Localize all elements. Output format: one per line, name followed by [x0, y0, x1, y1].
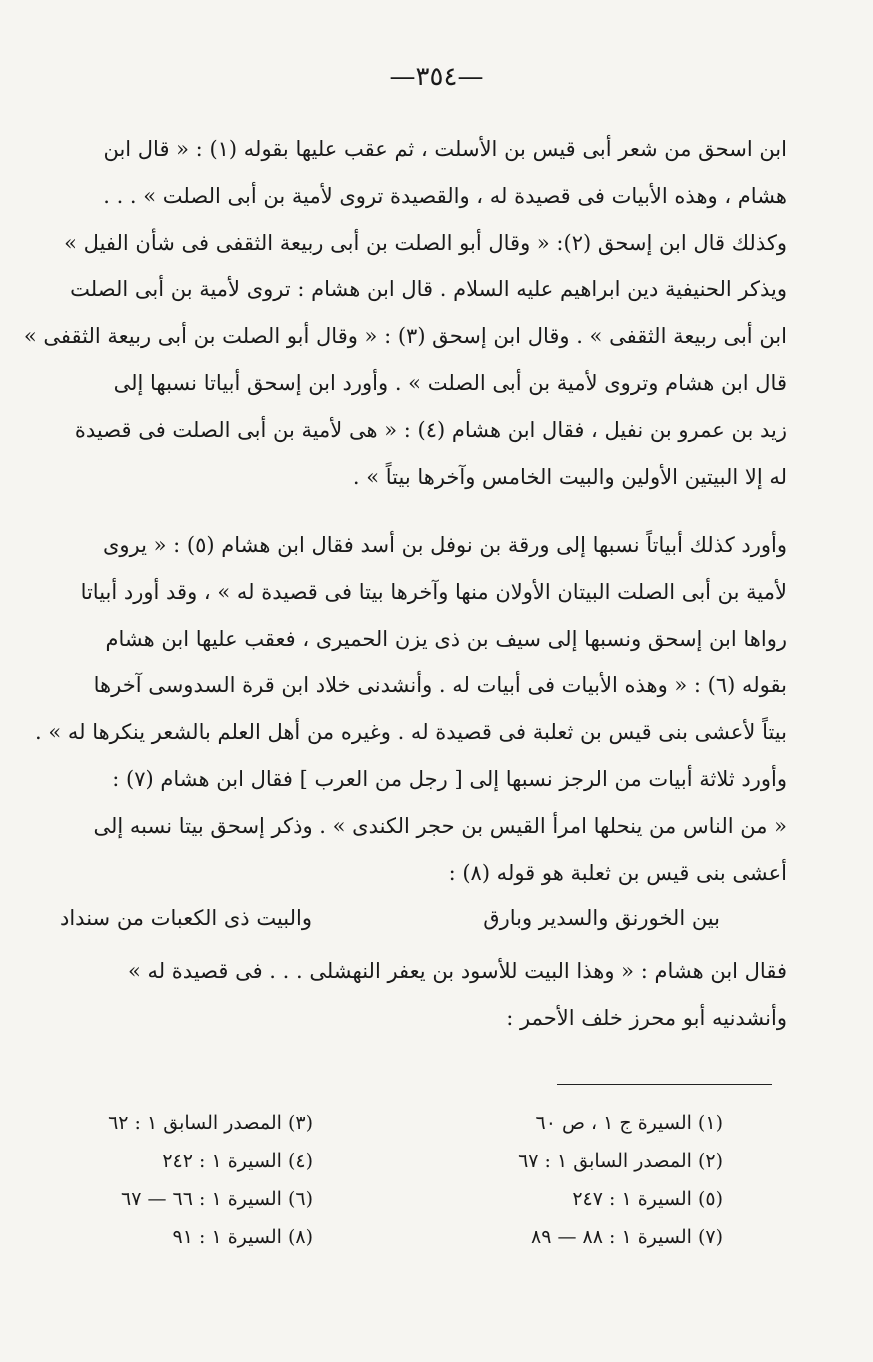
text-line: وكذلك قال ابن إسحق (٢): « وقال أبو الصلت بن أبى ربيعة الثقفى فى شأن الفيل »: [64, 230, 787, 255]
poetry-verse: [60, 906, 720, 930]
footnote: (١) السيرة ج ١ ، ص ٦٠: [535, 1112, 723, 1134]
text-line: لأمية بن أبى الصلت البيتان الأولان منها وآخرها بيتا فى قصيدة له » ، وقد أورد أبياتا: [80, 579, 787, 604]
paragraph-1: [22, 126, 787, 500]
footnote: (٥) السيرة ١ : ٢٤٧: [572, 1188, 723, 1210]
text-line: له إلا البيتين الأولين والبيت الخامس وآخرها بيتاً » .: [352, 464, 787, 489]
text-line: ويذكر الحنيفية دين ابراهيم عليه السلام . قال ابن هشام : تروى لأمية بن أبى الصلت: [70, 277, 787, 302]
text-line: أعشى بنى قيس بن ثعلبة هو قوله (٨) :: [448, 860, 787, 885]
footnotes-left-column: [108, 1104, 313, 1256]
text-line: زيد بن عمرو بن نفيل ، فقال ابن هشام (٤) : « هى لأمية بن أبى الصلت فى قصيدة: [74, 417, 787, 442]
footnote: (٣) المصدر السابق ١ : ٦٢: [108, 1112, 313, 1134]
footnote: (٧) السيرة ١ : ٨٨ — ٨٩: [531, 1226, 723, 1248]
text-line: هشام ، وهذه الأبيات فى قصيدة له ، والقصيدة تروى لأمية بن أبى الصلت » . . .: [103, 183, 787, 208]
text-line: وأورد ثلاثة أبيات من الرجز نسبها إلى [ رجل من العرب ] فقال ابن هشام (٧) :: [112, 766, 787, 791]
text-line: بيتاً لأعشى بنى قيس بن ثعلبة فى قصيدة له . وغيره من أهل العلم بالشعر ينكرها له » .: [35, 720, 787, 745]
text-line: « من الناس من ينحلها امرأ القيس بن حجر الكندى » . وذكر إسحق بيتا نسبه إلى: [93, 813, 787, 838]
page-number: —٣٥٤—: [389, 62, 484, 92]
footnote-separator: [557, 1084, 772, 1085]
text-line: ابن اسحق من شعر أبى قيس بن الأسلت ، ثم عقب عليها بقوله (١) : « قال ابن: [103, 137, 787, 161]
footnotes-right-column: [518, 1104, 723, 1256]
paragraph-3: [22, 948, 787, 1042]
footnote: (٢) المصدر السابق ١ : ٦٧: [518, 1150, 723, 1172]
footnote: (٤) السيرة ١ : ٢٤٢: [162, 1150, 313, 1172]
text-line: فقال ابن هشام : « وهذا البيت للأسود بن يعفر النهشلى . . . فى قصيدة له »: [127, 959, 787, 983]
text-line: قال ابن هشام وتروى لأمية بن أبى الصلت » . وأورد ابن إسحق أبياتا نسبها إلى: [113, 370, 787, 395]
verse-second-hemistich: والبيت ذى الكعبات من سنداد: [60, 906, 312, 930]
text-line: وأنشدنيه أبو محرز خلف الأحمر :: [506, 1005, 787, 1030]
text-line: بقوله (٦) : « وهذه الأبيات فى أبيات له . وأنشدنى خلاد ابن قرة السدوسى آخرها: [93, 673, 787, 698]
paragraph-2: [22, 522, 787, 896]
text-line: وأورد كذلك أبياتاً نسبها إلى ورقة بن نوفل بن أسد فقال ابن هشام (٥) : « يروى: [102, 533, 787, 557]
text-line: ابن أبى ربيعة الثقفى » . وقال ابن إسحق (٣) : « وقال أبو الصلت بن أبى ربيعة الثقفى »: [23, 324, 787, 349]
verse-first-hemistich: بين الخورنق والسدير وبارق: [483, 906, 720, 930]
footnote: (٦) السيرة ١ : ٦٦ — ٦٧: [121, 1188, 313, 1210]
text-line: رواها ابن إسحق ونسبها إلى سيف بن ذى يزن الحميرى ، فعقب عليها ابن هشام: [105, 626, 787, 651]
footnote: (٨) السيرة ١ : ٩١: [172, 1226, 313, 1248]
